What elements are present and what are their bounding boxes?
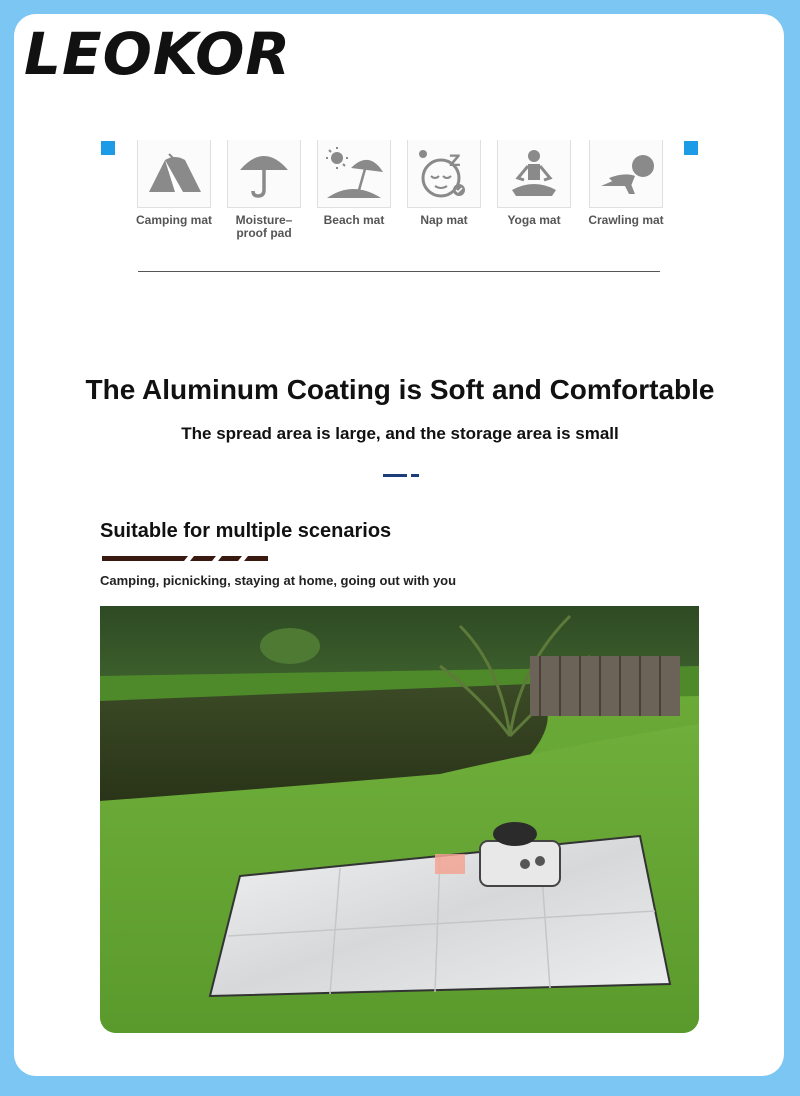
scenario-camping: [134, 140, 214, 227]
scenario-crawling: [586, 140, 666, 227]
logo-text: LEOKOR: [24, 20, 292, 88]
accent-dash-small: [411, 474, 419, 477]
accent-square-left: [101, 141, 115, 155]
umbrella-icon: [227, 140, 301, 208]
accent-dash: [383, 474, 407, 477]
headline-subtitle: The spread area is large, and the storage area is small: [181, 424, 619, 443]
picnic-scene-image: [100, 606, 699, 1033]
section-title: Suitable for multiple scenarios: [100, 520, 392, 542]
scenario-label: Moisture–proof pad: [235, 213, 293, 240]
scenario-beach: [314, 140, 394, 227]
headline-title: The Aluminum Coating is Soft and Comfortable: [85, 374, 715, 405]
scenario-label: Crawling mat: [588, 213, 664, 227]
scenario-label: Beach mat: [323, 213, 385, 227]
section-subtitle: Camping, picnicking, staying at home, going out with you: [100, 573, 457, 588]
section-divider: [138, 271, 660, 272]
scenario-icons: [134, 140, 674, 250]
svg-text:Z: Z: [449, 150, 461, 170]
section-stripe: [102, 556, 268, 561]
sleep-face-icon: [407, 140, 481, 208]
scenario-moisture: [224, 140, 304, 240]
scenario-yoga: [494, 140, 574, 227]
crawling-baby-icon: [589, 140, 663, 208]
tent-icon: [137, 140, 211, 208]
scenario-label: Yoga mat: [507, 213, 561, 227]
scenario-nap: [404, 140, 484, 227]
product-photo: [100, 606, 699, 1033]
brand-logo: [24, 20, 291, 88]
scenario-label: Camping mat: [135, 213, 212, 227]
scenario-label: Nap mat: [420, 213, 468, 227]
accent-square-right: [684, 141, 698, 155]
yoga-icon: [497, 140, 571, 208]
beach-umbrella-icon: [317, 140, 391, 208]
